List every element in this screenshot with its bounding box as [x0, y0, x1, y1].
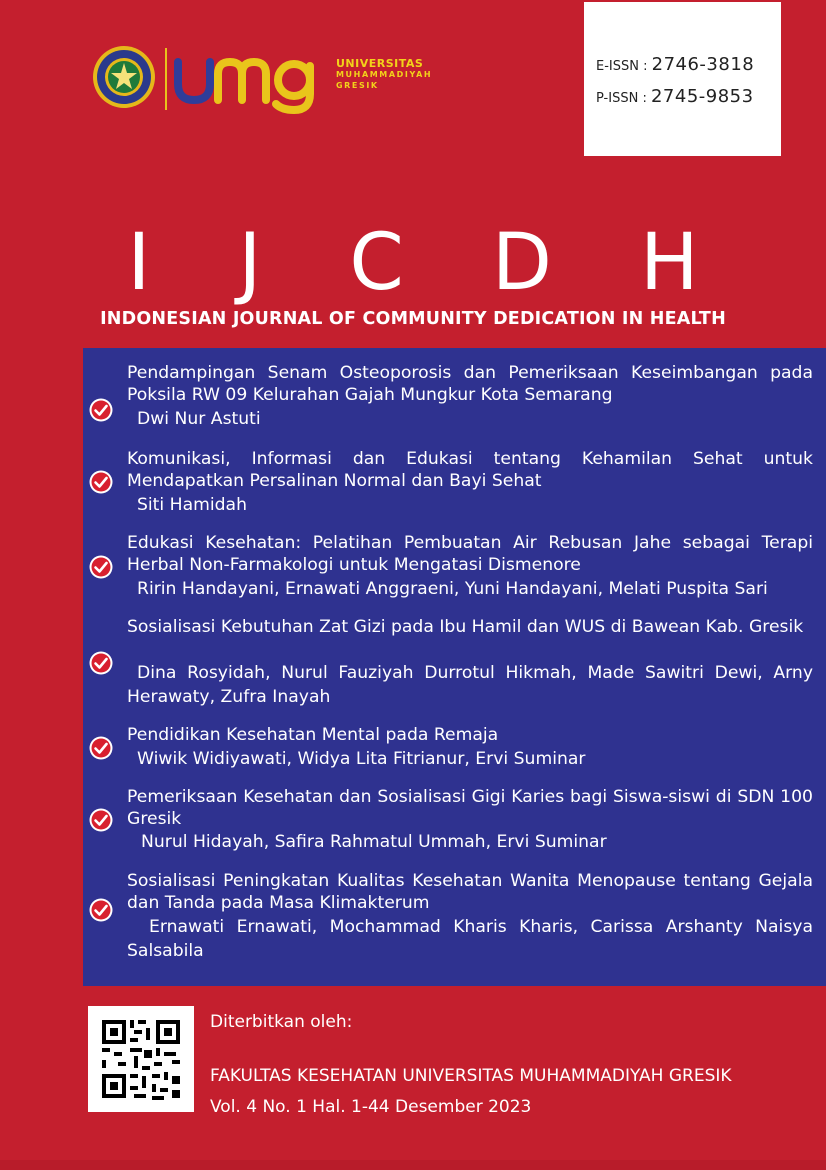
article-title: Pemeriksaan Kesehatan dan Sosialisasi Gigi Karies bagi Siswa-siswi di SDN 100 Gresik: [127, 787, 813, 829]
qr-code-icon: [88, 1006, 194, 1112]
issn-box: [584, 2, 781, 156]
p-issn-value: 2745-9853: [650, 86, 754, 107]
umg-logo-icon: [172, 50, 332, 114]
article-title: Pendampingan Senam Osteoporosis dan Pemeriksaan Keseimbangan pada Poksila RW 09 Kelurahan Gajah Mungkur Kota Semarang: [127, 363, 813, 405]
checkmark-icon: [89, 398, 113, 422]
p-issn-row: [596, 86, 754, 107]
university-name-line2: MUHAMMADIYAH: [336, 70, 433, 79]
article-authors: Ririn Handayani, Ernawati Anggraeni, Yuni Handayani, Melati Puspita Sari: [137, 579, 768, 599]
e-issn-label: E-ISSN :: [596, 59, 648, 74]
article-title: Edukasi Kesehatan: Pelatihan Pembuatan Air Rebusan Jahe sebagai Terapi Herbal Non-Farmakologi untuk Mengatasi Dismenore: [127, 533, 813, 575]
article-authors: Dina Rosyidah, Nurul Fauziyah Durrotul Hikmah, Made Sawitri Dewi, Arny Herawaty, Zufra Inayah: [127, 663, 813, 707]
journal-subtitle: INDONESIAN JOURNAL OF COMMUNITY DEDICATION IN HEALTH: [100, 309, 726, 329]
checkmark-icon: [89, 555, 113, 579]
journal-title: IJCDH: [127, 218, 787, 308]
logo-divider: [165, 48, 167, 110]
article-title: Pendidikan Kesehatan Mental pada Remaja: [127, 725, 499, 745]
e-issn-value: 2746-3818: [651, 54, 755, 75]
publisher-name: FAKULTAS KESEHATAN UNIVERSITAS MUHAMMADIYAH GRESIK: [210, 1066, 732, 1086]
checkmark-icon: [89, 808, 113, 832]
issue-info: Vol. 4 No. 1 Hal. 1-44 Desember 2023: [210, 1097, 532, 1117]
article-title: Sosialisasi Peningkatan Kualitas Kesehatan Wanita Menopause tentang Gejala dan Tanda pada Masa Klimakterum: [127, 871, 813, 913]
checkmark-icon: [89, 898, 113, 922]
article-list: [83, 348, 826, 986]
article-authors: Dwi Nur Astuti: [137, 409, 261, 429]
footer-strip: [0, 1160, 826, 1170]
checkmark-icon: [89, 736, 113, 760]
article-authors: Siti Hamidah: [137, 495, 247, 515]
university-name: [336, 58, 432, 91]
publisher-label: Diterbitkan oleh:: [210, 1012, 353, 1032]
article-authors: Ernawati Ernawati, Mochammad Kharis Kharis, Carissa Arshanty Naisya Salsabila: [127, 917, 813, 961]
checkmark-icon: [89, 651, 113, 675]
article-title: Sosialisasi Kebutuhan Zat Gizi pada Ibu Hamil dan WUS di Bawean Kab. Gresik: [127, 617, 804, 637]
university-name-line3: GRESIK: [336, 81, 379, 90]
article-authors: Wiwik Widiyawati, Widya Lita Fitrianur, Ervi Suminar: [137, 749, 586, 769]
university-seal-icon: [92, 45, 156, 109]
qr-code: [88, 1006, 194, 1112]
article-authors: Nurul Hidayah, Safira Rahmatul Ummah, Ervi Suminar: [141, 832, 607, 852]
university-name-line1: UNIVERSITAS: [336, 57, 424, 70]
p-issn-label: P-ISSN :: [596, 91, 647, 106]
e-issn-row: [596, 54, 754, 75]
checkmark-icon: [89, 470, 113, 494]
article-title: Komunikasi, Informasi dan Edukasi tentang Kehamilan Sehat untuk Mendapatkan Persalinan Normal dan Bayi Sehat: [127, 449, 813, 491]
